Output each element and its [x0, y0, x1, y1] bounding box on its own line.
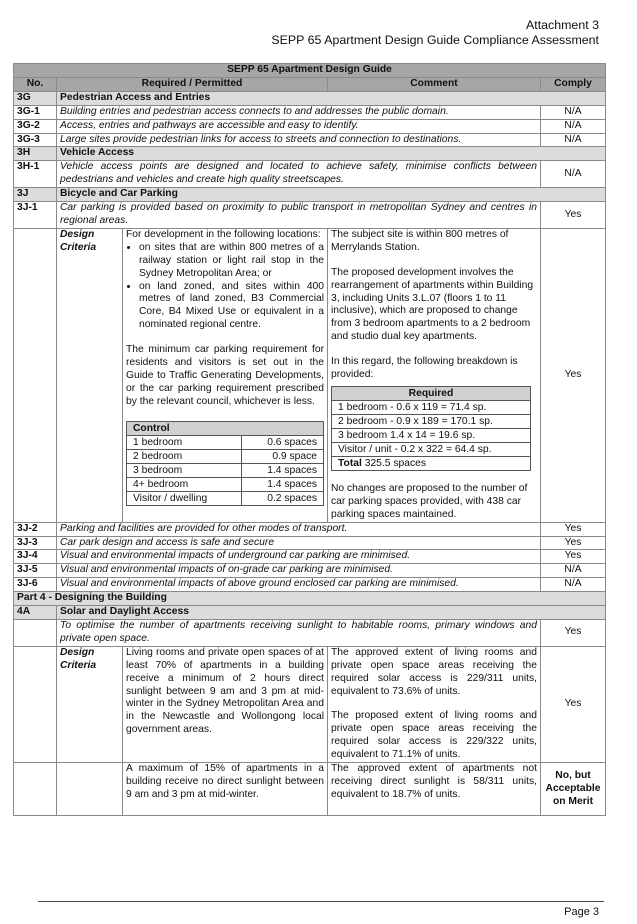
- document-title: SEPP 65 Apartment Design Guide Compliance Assessment: [271, 33, 599, 47]
- control-label: 3 bedroom: [127, 463, 242, 477]
- row-no: 3G-3: [14, 133, 57, 147]
- row-comply: Yes: [541, 228, 606, 522]
- table-row: [332, 400, 531, 414]
- row-requirement: Vehicle access points are designed and located to achieve safety, minimise conflicts between pedestrians and vehicles and create high quality streetscapes.: [57, 161, 541, 188]
- row-requirement: To optimise the number of apartments receiving sunlight to habitable rooms, primary windows and private open space.: [57, 620, 541, 647]
- section-title: Bicycle and Car Parking: [57, 188, 606, 202]
- control-value: 1.4 spaces: [241, 463, 323, 477]
- section-title: Solar and Daylight Access: [57, 606, 606, 620]
- row-no: 3H-1: [14, 161, 57, 188]
- row-no: 3G-2: [14, 119, 57, 133]
- control-table: [126, 421, 324, 506]
- row-requirement: Access, entries and pathways are accessible and easy to identify.: [57, 119, 541, 133]
- row-comply: N/A: [541, 119, 606, 133]
- solar-criteria-cell: Living rooms and private open spaces of at least 70% of apartments in a building receive a minimum of 2 hours direct sunlight between 9 am and 3 pm at mid-winter in the Sydney Metropolitan Area and in the Newcastle and Wollongong local government areas.: [123, 646, 328, 762]
- comment-paragraph: In this regard, the following breakdown is provided:: [331, 356, 518, 381]
- row-requirement: Visual and environmental impacts of underground car parking are minimised.: [57, 550, 541, 564]
- control-value: 1.4 spaces: [241, 477, 323, 491]
- table-row: [14, 522, 606, 536]
- control-label: 4+ bedroom: [127, 477, 242, 491]
- comment-paragraph: The subject site is within 800 metres of Merrylands Station.: [331, 228, 509, 253]
- part-title: Part 4 - Designing the Building: [14, 592, 606, 606]
- row-no: 3J-3: [14, 536, 57, 550]
- row-comply: Yes: [541, 550, 606, 564]
- section-title: Vehicle Access: [57, 147, 606, 161]
- row-no: 3J-2: [14, 522, 57, 536]
- comment-paragraph: The proposed development involves the rearrangement of apartments within Building 3, including Units 3.L.07 (floors 1 to 11 inclusive), which are proposed to change from 3 bedroom apartments to a 2 bedroom and studio dual key apartments.: [331, 266, 534, 343]
- table-row: [332, 414, 531, 428]
- footer-divider: [38, 901, 604, 902]
- section-row-3g: [14, 91, 606, 105]
- section-no: 3H: [14, 147, 57, 161]
- criteria-intro: For development in the following locations:: [126, 228, 321, 240]
- row-comply: N/A: [541, 105, 606, 119]
- row-requirement: Car park design and access is safe and secure: [57, 536, 541, 550]
- col-header-required: Required / Permitted: [57, 77, 328, 91]
- row-comply: N/A: [541, 564, 606, 578]
- col-header-comment: Comment: [328, 77, 541, 91]
- row-requirement: Building entries and pedestrian access connects to and addresses the public domain.: [57, 105, 541, 119]
- table-row: [14, 119, 606, 133]
- solar-comment-cell: [328, 646, 541, 762]
- row-comply: Yes: [541, 620, 606, 647]
- table-row: [14, 536, 606, 550]
- table-row: [332, 442, 531, 456]
- row-requirement: Parking and facilities are provided for other modes of transport.: [57, 522, 541, 536]
- row-requirement: Car parking is provided based on proximity to public transport in metropolitan Sydney and centres in regional areas.: [57, 202, 541, 229]
- row-comply: N/A: [541, 578, 606, 592]
- table-title-row: [14, 64, 606, 78]
- row-comply: Yes: [541, 522, 606, 536]
- table-row: [14, 202, 606, 229]
- section-no: 3J: [14, 188, 57, 202]
- control-value: 0.6 spaces: [241, 435, 323, 449]
- row-comply: N/A: [541, 133, 606, 147]
- section-row-4a: [14, 606, 606, 620]
- row-no: 3J-6: [14, 578, 57, 592]
- design-criteria-row-parking: [14, 228, 606, 522]
- table-title: SEPP 65 Apartment Design Guide: [14, 64, 606, 78]
- row-comment: The approved extent of apartments not receiving direct sunlight is 58/311 units, equivalent to 18.7% of units.: [328, 763, 541, 816]
- row-no: 3J-1: [14, 202, 57, 229]
- table-row: [127, 491, 324, 505]
- row-requirement: A maximum of 15% of apartments in a building receive no direct sunlight between 9 am and 3 pm at mid-winter.: [123, 763, 328, 816]
- row-no: 3J-4: [14, 550, 57, 564]
- row-comply: No, but Acceptable on Merit: [541, 763, 606, 816]
- section-no: 4A: [14, 606, 57, 620]
- row-no: 3G-1: [14, 105, 57, 119]
- section-row-3j: [14, 188, 606, 202]
- design-criteria-label: Design Criteria: [57, 646, 123, 762]
- comment-paragraph: The proposed extent of living rooms and private open space areas receiving the required solar access is 229/322 units, equivalent to 71.1% of units.: [331, 710, 537, 761]
- comment-paragraph: No changes are proposed to the number of car parking spaces provided, with 438 car parking spaces maintained.: [331, 482, 528, 520]
- table-row: [14, 564, 606, 578]
- table-row: [127, 449, 324, 463]
- required-total: [332, 456, 531, 470]
- table-row: [332, 456, 531, 470]
- required-table: [331, 386, 531, 471]
- row-comply: Yes: [541, 536, 606, 550]
- required-line: 2 bedroom - 0.9 x 189 = 170.1 sp.: [332, 414, 531, 428]
- table-row: [14, 133, 606, 147]
- section-title: Pedestrian Access and Entries: [57, 91, 606, 105]
- criteria-bullets: [126, 242, 324, 332]
- total-label: Total: [338, 457, 362, 469]
- list-item: • on land zoned, and sites within 400 metres of land zoned, B3 Commercial Core, B4 Mixed Use or equivalent in a nominated regional centre.: [139, 281, 324, 333]
- design-criteria-row-solar: [14, 646, 606, 762]
- control-title: Control: [127, 421, 324, 435]
- row-no: 3J-5: [14, 564, 57, 578]
- table-header-row: [14, 77, 606, 91]
- table-row: [14, 578, 606, 592]
- col-header-no: No.: [14, 77, 57, 91]
- required-line: 3 bedroom 1.4 x 14 = 19.6 sp.: [332, 428, 531, 442]
- row-requirement: Visual and environmental impacts of on-grade car parking are minimised.: [57, 564, 541, 578]
- parking-comment-cell: [328, 228, 541, 522]
- design-criteria-label: Design Criteria: [57, 228, 123, 522]
- page-number: Page 3: [564, 906, 599, 918]
- row-requirement: Visual and environmental impacts of above ground enclosed car parking are minimised.: [57, 578, 541, 592]
- table-row: [127, 463, 324, 477]
- attachment-label: Attachment 3: [525, 18, 599, 32]
- section-row-3h: [14, 147, 606, 161]
- control-value: 0.9 space: [241, 449, 323, 463]
- table-row: [14, 620, 606, 647]
- total-value: 325.5 spaces: [364, 457, 426, 469]
- table-row: [14, 105, 606, 119]
- table-row: [127, 477, 324, 491]
- table-row: [332, 428, 531, 442]
- row-comply: N/A: [541, 161, 606, 188]
- row-requirement: Large sites provide pedestrian links for access to streets and connection to destinations.: [57, 133, 541, 147]
- table-row: [127, 435, 324, 449]
- criteria-paragraph: The minimum car parking requirement for residents and visitors is set out in the Guide to Traffic Generating Developments, or the car parking requirement prescribed by the relevant council, whichever is less.: [126, 344, 324, 407]
- control-label: 1 bedroom: [127, 435, 242, 449]
- document-header: [271, 18, 599, 48]
- control-label: 2 bedroom: [127, 449, 242, 463]
- table-row: [14, 161, 606, 188]
- row-comply: Yes: [541, 646, 606, 762]
- parking-criteria-cell: [123, 228, 328, 522]
- table-row: [14, 763, 606, 816]
- list-item: • on sites that are within 800 metres of a railway station or light rail stop in the Sydney Metropolitan Area; or: [139, 242, 324, 281]
- required-title: Required: [332, 386, 531, 400]
- control-label: Visitor / dwelling: [127, 491, 242, 505]
- comment-paragraph: The approved extent of living rooms and private open space areas receiving the required solar access is 229/311 units, equivalent to 73.6% of units.: [331, 646, 537, 697]
- required-line: Visitor / unit - 0.2 x 322 = 64.4 sp.: [332, 442, 531, 456]
- compliance-table: [13, 63, 606, 816]
- col-header-comply: Comply: [541, 77, 606, 91]
- part-row: [14, 592, 606, 606]
- required-line: 1 bedroom - 0.6 x 119 = 71.4 sp.: [332, 400, 531, 414]
- table-row: [14, 550, 606, 564]
- row-comply: Yes: [541, 202, 606, 229]
- control-value: 0.2 spaces: [241, 491, 323, 505]
- section-no: 3G: [14, 91, 57, 105]
